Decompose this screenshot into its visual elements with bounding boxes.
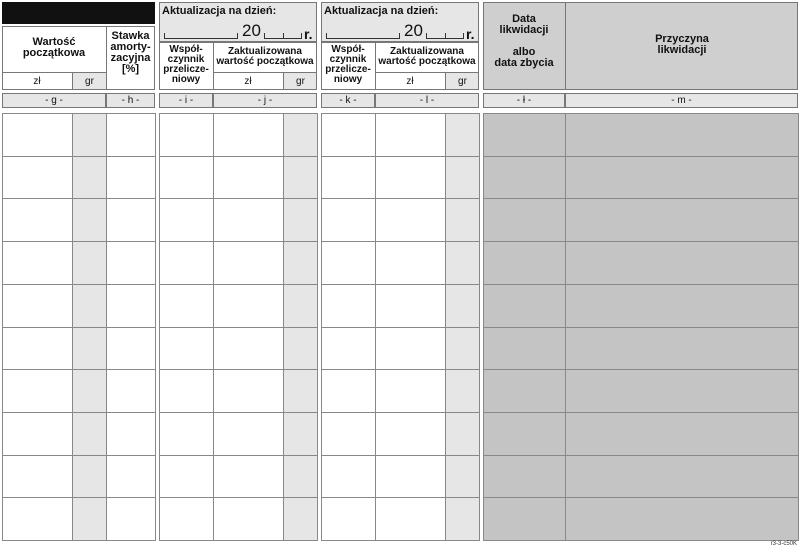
date-line [326,38,400,39]
column-letter-j: - j - [213,93,317,108]
cell-g-gr[interactable] [72,327,107,370]
cell-i[interactable] [159,497,214,541]
date-tick [445,33,446,39]
currency-zl-label: zł [33,76,41,87]
depreciation-rate-title: Stawka amorty- zacyjna [%] [110,30,151,75]
cell-j-gr[interactable] [283,412,318,456]
cell-l-zl[interactable] [375,412,446,456]
cell-j-gr[interactable] [283,284,318,328]
column-letter-k: - k - [321,93,375,108]
cell-m[interactable] [565,327,799,370]
column-letter-m: - m - [565,93,798,108]
cell-l-gr[interactable] [445,284,480,328]
cell-k[interactable] [321,497,376,541]
cell-j-gr[interactable] [283,369,318,413]
cell-l-zl[interactable] [375,284,446,328]
cell-g-gr[interactable] [72,284,107,328]
cell-l-gr[interactable] [445,327,480,370]
cell-j-gr[interactable] [283,327,318,370]
cell-g-zl[interactable] [2,412,73,456]
cell-m[interactable] [565,497,799,541]
date-line [164,38,238,39]
cell-g-gr[interactable] [72,497,107,541]
cell-m[interactable] [565,455,799,498]
cell-g-gr[interactable] [72,455,107,498]
date-tick [463,33,464,39]
cell-g-zl[interactable] [2,198,73,242]
date-tick [264,33,265,39]
cell-l-zl[interactable] [375,327,446,370]
cell-j-zl[interactable] [213,284,284,328]
column-letter-i: - i - [159,93,213,108]
cell-j-gr[interactable] [283,455,318,498]
cell-l-gr[interactable] [445,241,480,285]
currency-zl-label: zł [244,76,252,87]
cell-h[interactable] [106,113,156,157]
cell-i[interactable] [159,284,214,328]
cell-h[interactable] [106,497,156,541]
cell-k[interactable] [321,284,376,328]
cell-l-stroke[interactable] [483,198,566,242]
date-tick [237,33,238,39]
cell-k[interactable] [321,327,376,370]
cell-m[interactable] [565,369,799,413]
cell-i[interactable] [159,412,214,456]
liquidation-date-title: Data likwidacji albo data zbycia [494,13,554,69]
column-letter-l: - l - [375,93,479,108]
cell-k[interactable] [321,113,376,157]
coef2-title: Współ- czynnik przelicze- niowy [325,44,371,85]
cell-l-stroke[interactable] [483,113,566,157]
cell-g-gr[interactable] [72,113,107,157]
cell-i[interactable] [159,198,214,242]
cell-j-zl[interactable] [213,455,284,498]
cell-l-zl[interactable] [375,455,446,498]
cell-l-stroke[interactable] [483,497,566,541]
cell-l-zl[interactable] [375,113,446,157]
currency-gr-label: gr [85,76,94,87]
cell-j-zl[interactable] [213,113,284,157]
cell-l-stroke[interactable] [483,369,566,413]
cell-i[interactable] [159,113,214,157]
cell-i[interactable] [159,455,214,498]
cell-k[interactable] [321,198,376,242]
cell-k[interactable] [321,369,376,413]
cell-m[interactable] [565,198,799,242]
cell-h[interactable] [106,327,156,370]
cell-l-gr[interactable] [445,113,480,157]
updated-value1-title: Zaktualizowana wartość początkowa [216,46,314,67]
cell-j-zl[interactable] [213,412,284,456]
column-letter-l-stroke: - ł - [483,93,565,108]
cell-g-zl[interactable] [2,455,73,498]
footer-code: r3-3-c50K [770,541,797,547]
date-tick [301,33,302,39]
cell-l-gr[interactable] [445,156,480,199]
cell-l-stroke[interactable] [483,156,566,199]
initial-value-title: Wartość początkowa [22,36,86,59]
cell-l-zl[interactable] [375,198,446,242]
cell-j-gr[interactable] [283,241,318,285]
cell-m[interactable] [565,241,799,285]
cell-h[interactable] [106,412,156,456]
cell-l-gr[interactable] [445,455,480,498]
date-tick [426,33,427,39]
cell-h[interactable] [106,369,156,413]
cell-i[interactable] [159,369,214,413]
cell-i[interactable] [159,156,214,199]
cell-g-zl[interactable] [2,156,73,199]
cell-j-gr[interactable] [283,156,318,199]
date-tick [326,33,327,39]
cell-m[interactable] [565,412,799,456]
cell-h[interactable] [106,284,156,328]
cell-j-zl[interactable] [213,241,284,285]
currency-gr-label: gr [296,76,305,87]
coef1-title: Współ- czynnik przelicze- niowy [163,44,209,85]
cell-l-gr[interactable] [445,412,480,456]
black-header-block [2,2,155,24]
cell-l-stroke[interactable] [483,284,566,328]
cell-j-gr[interactable] [283,113,318,157]
cell-g-gr[interactable] [72,241,107,285]
cell-l-zl[interactable] [375,497,446,541]
cell-j-gr[interactable] [283,497,318,541]
cell-l-gr[interactable] [445,198,480,242]
date-tick [399,33,400,39]
cell-l-stroke[interactable] [483,412,566,456]
cell-g-gr[interactable] [72,156,107,199]
cell-k[interactable] [321,241,376,285]
cell-l-zl[interactable] [375,241,446,285]
cell-g-zl[interactable] [2,497,73,541]
update2-title: Aktualizacja na dzień: [324,5,439,17]
cell-h[interactable] [106,241,156,285]
cell-m[interactable] [565,156,799,199]
currency-gr-label: gr [458,76,467,87]
cell-m[interactable] [565,284,799,328]
cell-j-zl[interactable] [213,327,284,370]
year-suffix: r. [304,26,313,42]
cell-m[interactable] [565,113,799,157]
date-tick [283,33,284,39]
currency-zl-label: zł [406,76,414,87]
cell-k[interactable] [321,156,376,199]
cell-h[interactable] [106,156,156,199]
cell-k[interactable] [321,455,376,498]
liquidation-reason-title: Przyczyna likwidacji [655,33,709,56]
cell-i[interactable] [159,327,214,370]
cell-g-gr[interactable] [72,412,107,456]
cell-l-stroke[interactable] [483,241,566,285]
cell-g-gr[interactable] [72,198,107,242]
year-suffix: r. [466,26,475,42]
cell-k[interactable] [321,412,376,456]
cell-g-zl[interactable] [2,327,73,370]
cell-g-zl[interactable] [2,284,73,328]
cell-h[interactable] [106,198,156,242]
cell-g-gr[interactable] [72,369,107,413]
cell-h[interactable] [106,455,156,498]
updated-value2-title: Zaktualizowana wartość początkowa [378,46,476,67]
cell-j-gr[interactable] [283,198,318,242]
cell-l-stroke[interactable] [483,327,566,370]
cell-l-gr[interactable] [445,497,480,541]
column-letter-h: - h - [106,93,155,108]
cell-g-zl[interactable] [2,113,73,157]
cell-j-zl[interactable] [213,497,284,541]
cell-j-zl[interactable] [213,198,284,242]
year-prefix: 20 [404,21,423,40]
cell-j-zl[interactable] [213,156,284,199]
column-letter-g: - g - [2,93,106,108]
cell-g-zl[interactable] [2,241,73,285]
update1-title: Aktualizacja na dzień: [162,5,277,17]
cell-g-zl[interactable] [2,369,73,413]
year-prefix: 20 [242,21,261,40]
cell-i[interactable] [159,241,214,285]
cell-l-gr[interactable] [445,369,480,413]
cell-l-zl[interactable] [375,369,446,413]
cell-j-zl[interactable] [213,369,284,413]
date-tick [164,33,165,39]
cell-l-stroke[interactable] [483,455,566,498]
cell-l-zl[interactable] [375,156,446,199]
